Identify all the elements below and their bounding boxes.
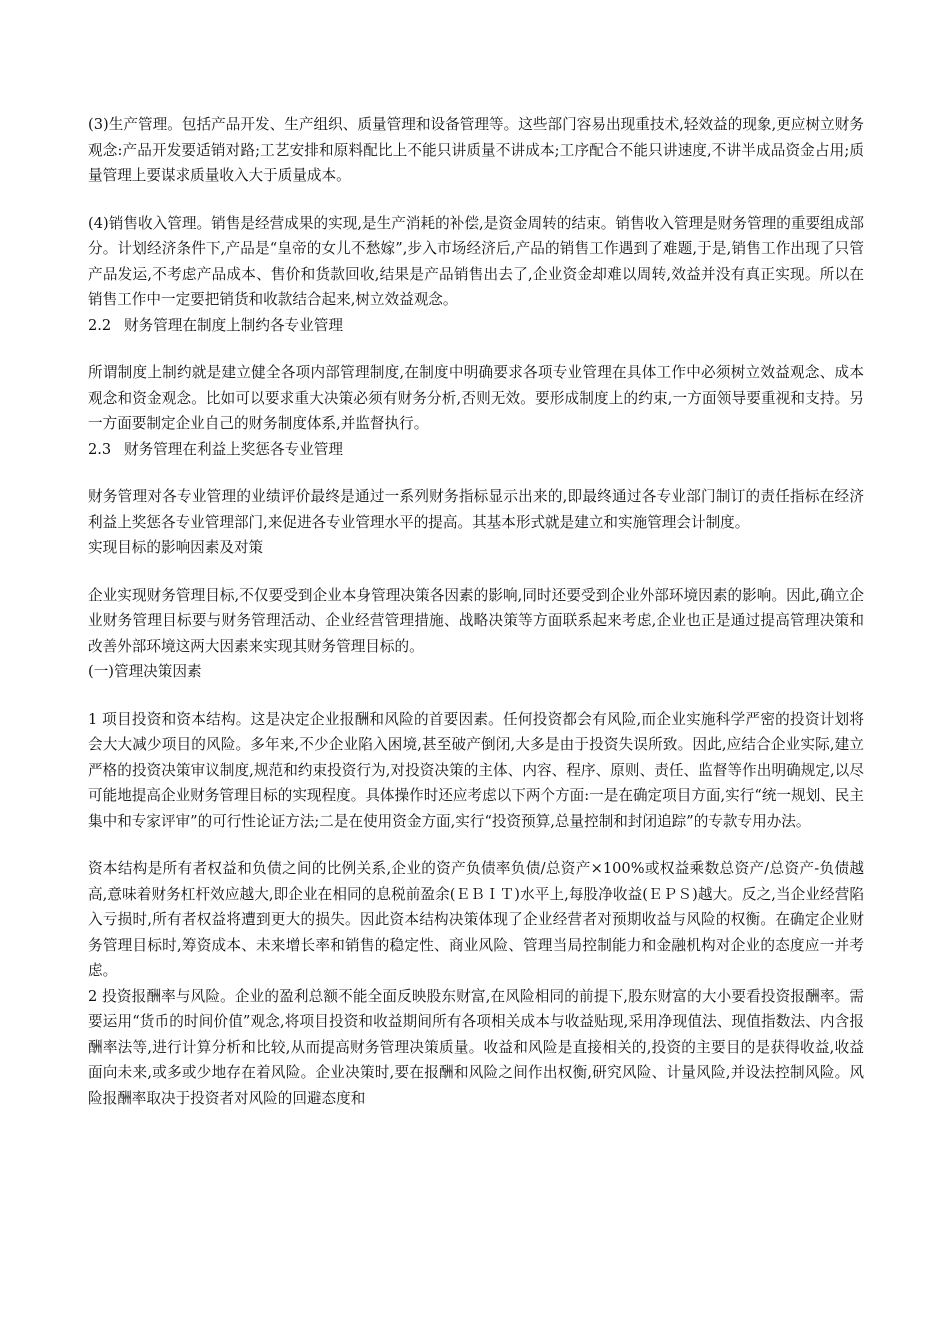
section-heading-influencing-factors: 实现目标的影响因素及对策 bbox=[88, 539, 264, 556]
document-page bbox=[88, 112, 864, 1111]
section-number: 2.2 bbox=[88, 316, 112, 334]
section-heading-2-2 bbox=[88, 313, 864, 339]
section-heading-2-3 bbox=[88, 437, 864, 463]
paragraph-sales-revenue-management: (4)销售收入管理。销售是经营成果的实现,是生产消耗的补偿,是资金周转的结束。销售收入管理是财务管理的重要组成部分。计划经济条件下,产品是“皇帝的女儿不愁嫁”,步入市场经济后,产品的销售工作遇到了难题,于是,销售工作出现了只管产品发运,不考虑产品成本、售价和货款回收,结果是产品销售出去了,企业资金却难以周转,效益并没有真正实现。所以在销售工作中一定要把销货和收款结合起来,树立效益观念。 bbox=[88, 214, 864, 308]
paragraph-project-investment: 1 项目投资和资本结构。这是决定企业报酬和风险的首要因素。任何投资都会有风险,而企业实施科学严密的投资计划将会大大减少项目的风险。多年来,不少企业陷入困境,甚至破产倒闭,大多是由于投资失误所致。因此,应结合企业实际,建立严格的投资决策审议制度,规范和约束投资行为,对投资决策的主体、内容、程序、原则、责任、监督等作出明确规定,以尽可能地提高企业财务管理目标的实现程度。具体操作时还应考虑以下两个方面:一是在确定项目方面,实行“统一规划、民主集中和专家评审”的可行性论证方法;二是在使用资金方面,实行“投资预算,总量控制和封闭追踪”的专款专用办法。 bbox=[88, 710, 864, 830]
paragraph-performance-evaluation: 财务管理对各专业管理的业绩评价最终是通过一系列财务指标显示出来的,即最终通过各专业部门制订的责任指标在经济利益上奖惩各专业管理部门,来促进各专业管理水平的提高。其基本形式就是建立和实施管理会计制度。 bbox=[88, 488, 864, 531]
section-heading-management-decision: (一)管理决策因素 bbox=[88, 663, 202, 680]
section-number: 2.3 bbox=[88, 440, 112, 458]
paragraph-production-management: (3)生产管理。包括产品开发、生产组织、质量管理和设备管理等。这些部门容易出现重技术,轻效益的现象,更应树立财务观念:产品开发要适销对路;工艺安排和原料配比上不能只讲质量不讲成本;工序配合不能只讲速度,不讲半成品资金占用;质量管理上要谋求质量收入大于质量成本。 bbox=[88, 116, 864, 184]
section-title: 财务管理在制度上制约各专业管理 bbox=[124, 316, 343, 334]
paragraph-return-and-risk: 2 投资报酬率与风险。企业的盈利总额不能全面反映股东财富,在风险相同的前提下,股东财富的大小要看投资报酬率。需要运用“货币的时间价值”观念,将项目投资和收益期间所有各项相关成本与收益贴现,采用净现值法、现值指数法、内含报酬率法等,进行计算分析和比较,从而提高财务管理决策质量。收益和风险是直接相关的,投资的主要目的是获得收益,收益面向未来,或多或少地存在着风险。企业决策时,要在报酬和风险之间作出权衡,研究风险、计量风险,并设法控制风险。风险报酬率取决于投资者对风险的回避态度和 bbox=[88, 987, 864, 1107]
paragraph-goal-factors: 企业实现财务管理目标,不仅要受到企业本身管理决策各因素的影响,同时还要受到企业外部环境因素的影响。因此,确立企业财务管理目标要与财务管理活动、企业经营管理措施、战略决策等方面联系起来考虑,企业也正是通过提高管理决策和改善外部环境这两大因素来实现其财务管理目标的。 bbox=[88, 586, 864, 655]
section-title: 财务管理在利益上奖惩各专业管理 bbox=[124, 440, 343, 458]
paragraph-capital-structure: 资本结构是所有者权益和负债之间的比例关系,企业的资产负债率负债/总资产×100%或权益乘数总资产/总资产-负债越高,意味着财务杠杆效应越大,即企业在相同的息税前盈余(ＥＢＩＴ)水平上,每股净收益(ＥＰＳ)越大。反之,当企业经营陷入亏损时,所有者权益将遭到更大的损失。因此资本结构决策体现了企业经营者对预期收益与风险的权衡。在确定企业财务管理目标时,筹资成本、未来增长率和销售的稳定性、商业风险、管理当局控制能力和金融机构对企业的态度应一并考虑。 bbox=[88, 860, 864, 979]
paragraph-institutional-constraint: 所谓制度上制约就是建立健全各项内部管理制度,在制度中明确要求各项专业管理在具体工作中必须树立效益观念、成本观念和资金观念。比如可以要求重大决策必须有财务分析,否则无效。要形成制度上的约束,一方面领导要重视和支持。另一方面要制定企业自己的财务制度体系,并监督执行。 bbox=[88, 364, 864, 432]
